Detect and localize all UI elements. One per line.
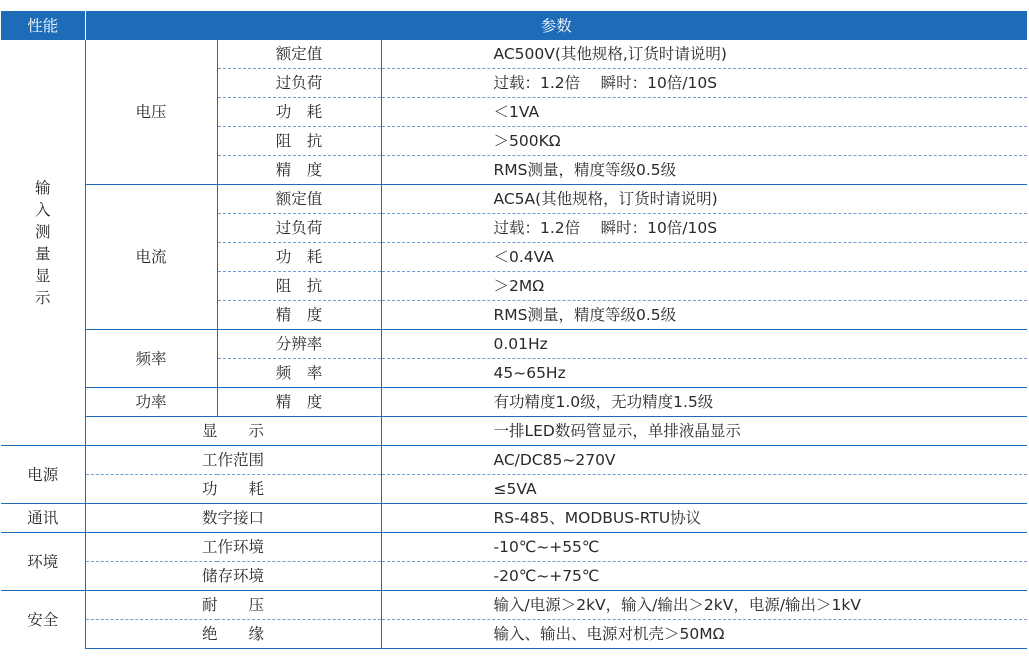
table-row bbox=[1, 388, 1027, 417]
param-value: RS-485、MODBUS-RTU协议 bbox=[381, 504, 1027, 533]
header-performance: 性能 bbox=[1, 11, 85, 40]
param-name-display: 显 示 bbox=[85, 417, 381, 446]
param-value: 输入/电源＞2kV，输入/输出＞2kV，电源/输出＞1kV bbox=[381, 591, 1027, 620]
param-name: 精 度 bbox=[217, 388, 381, 417]
subgroup-label-voltage: 电压 bbox=[85, 40, 217, 185]
param-value: -10℃~+55℃ bbox=[381, 533, 1027, 562]
subgroup-label-power: 功率 bbox=[85, 388, 217, 417]
param-name: 储存环境 bbox=[85, 562, 381, 591]
param-value: ≤5VA bbox=[381, 475, 1027, 504]
param-name: 过负荷 bbox=[217, 69, 381, 98]
param-value: ＜0.4VA bbox=[381, 243, 1027, 272]
param-value: 输入、输出、电源对机壳＞50MΩ bbox=[381, 620, 1027, 649]
param-name: 功 耗 bbox=[85, 475, 381, 504]
param-name: 耐 压 bbox=[85, 591, 381, 620]
table-row bbox=[1, 185, 1027, 214]
header-parameters: 参数 bbox=[85, 11, 1027, 40]
group-label-power-supply: 电源 bbox=[1, 446, 85, 504]
param-name: 分辨率 bbox=[217, 330, 381, 359]
group-label-environment: 环境 bbox=[1, 533, 85, 591]
param-name: 频 率 bbox=[217, 359, 381, 388]
param-value: 45~65Hz bbox=[381, 359, 1027, 388]
param-value: ＞2MΩ bbox=[381, 272, 1027, 301]
param-name: 额定值 bbox=[217, 40, 381, 69]
param-name: 绝 缘 bbox=[85, 620, 381, 649]
group-label-input-measure-display: 输 入 测 量 显 示 bbox=[1, 40, 85, 446]
param-value: 有功精度1.0级，无功精度1.5级 bbox=[381, 388, 1027, 417]
table-row bbox=[1, 562, 1027, 591]
param-value: RMS测量，精度等级0.5级 bbox=[381, 301, 1027, 330]
table-header bbox=[1, 11, 1027, 40]
param-name: 功 耗 bbox=[217, 98, 381, 127]
param-value: 过载：1.2倍 瞬时：10倍/10S bbox=[381, 69, 1027, 98]
table-row bbox=[1, 620, 1027, 649]
table-row bbox=[1, 591, 1027, 620]
param-value: ＜1VA bbox=[381, 98, 1027, 127]
param-name: 工作环境 bbox=[85, 533, 381, 562]
param-value: ＞500KΩ bbox=[381, 127, 1027, 156]
table-row bbox=[1, 446, 1027, 475]
param-name: 精 度 bbox=[217, 156, 381, 185]
group-label-communication: 通讯 bbox=[1, 504, 85, 533]
subgroup-label-frequency: 频率 bbox=[85, 330, 217, 388]
subgroup-label-current: 电流 bbox=[85, 185, 217, 330]
param-name: 工作范围 bbox=[85, 446, 381, 475]
table-row bbox=[1, 504, 1027, 533]
table-row bbox=[1, 330, 1027, 359]
param-value: 一排LED数码管显示，单排液晶显示 bbox=[381, 417, 1027, 446]
table-row bbox=[1, 533, 1027, 562]
param-name: 精 度 bbox=[217, 301, 381, 330]
param-name: 阻 抗 bbox=[217, 272, 381, 301]
param-value: -20℃~+75℃ bbox=[381, 562, 1027, 591]
param-name: 数字接口 bbox=[85, 504, 381, 533]
param-value: AC/DC85~270V bbox=[381, 446, 1027, 475]
param-name: 过负荷 bbox=[217, 214, 381, 243]
param-value: AC500V(其他规格,订货时请说明) bbox=[381, 40, 1027, 69]
param-name: 额定值 bbox=[217, 185, 381, 214]
spec-table bbox=[1, 11, 1027, 649]
param-value: RMS测量，精度等级0.5级 bbox=[381, 156, 1027, 185]
param-value: AC5A(其他规格，订货时请说明) bbox=[381, 185, 1027, 214]
param-name: 阻 抗 bbox=[217, 127, 381, 156]
param-value: 过载：1.2倍 瞬时：10倍/10S bbox=[381, 214, 1027, 243]
table-row bbox=[1, 417, 1027, 446]
param-value: 0.01Hz bbox=[381, 330, 1027, 359]
table-row bbox=[1, 40, 1027, 69]
group-label-safety: 安全 bbox=[1, 591, 85, 649]
param-name: 功 耗 bbox=[217, 243, 381, 272]
table-row bbox=[1, 475, 1027, 504]
